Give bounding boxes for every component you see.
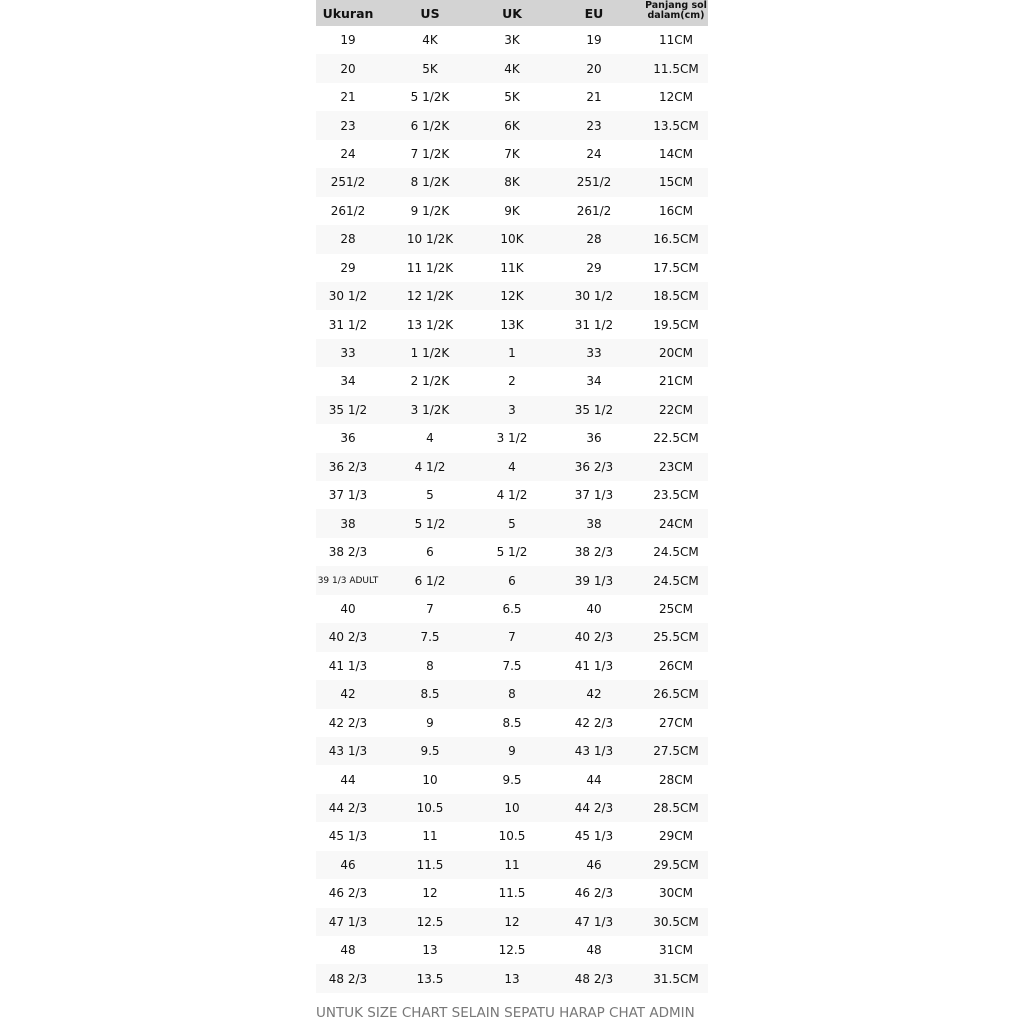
cell-us: 9 1/2K [410,203,450,218]
cell-ukuran: 44 2/3 [316,794,380,822]
table-row [316,538,708,566]
cell-us: 5K [380,54,480,82]
cell-eu: 47 1/3 [544,908,644,936]
cell-insole-length: 24.5CM [653,545,699,560]
table-row [316,794,708,822]
cell-insole-length: 30.5CM [644,908,708,936]
table-row [316,623,708,651]
cell-uk: 10 [480,794,544,822]
cell-ukuran: 21 [340,90,356,105]
cell-insole-length: 23CM [644,453,708,481]
cell-ukuran: 29 [340,260,356,275]
cell-uk: 5 [480,509,544,537]
cell-ukuran: 42 [316,680,380,708]
cell-us: 10 1/2K [380,225,480,253]
cell-us: 12.5 [380,908,480,936]
cell-ukuran: 44 [340,772,356,787]
cell-us: 2 1/2K [410,374,450,389]
cell-insole-length: 22CM [644,396,708,424]
cell-ukuran: 36 2/3 [316,453,380,481]
table-row [316,908,708,936]
cell-eu: 31 1/2 [574,317,614,332]
cell-us: 4 1/2 [380,453,480,481]
table-row [316,851,708,879]
cell-uk: 8K [480,168,544,196]
cell-us: 8 [426,658,434,673]
table-row [316,453,708,481]
cell-insole-length: 19.5CM [653,317,699,332]
cell-ukuran: 261/2 [330,203,366,218]
cell-eu: 41 1/3 [574,658,614,673]
cell-uk: 8 [480,680,544,708]
cell-eu: 29 [586,260,602,275]
cell-us: 8.5 [380,680,480,708]
cell-uk: 4 1/2 [496,488,528,503]
cell-insole-length: 21CM [658,374,693,389]
cell-ukuran: 251/2 [316,168,380,196]
cell-ukuran: 38 2/3 [328,545,368,560]
header-insole-length: Panjang sol dalam(cm) [644,0,708,26]
cell-ukuran: 20 [316,54,380,82]
cell-eu: 38 2/3 [574,545,614,560]
cell-ukuran: 39 1/3 ADULT [316,566,380,594]
cell-ukuran: 19 [340,33,356,48]
cell-us: 4 [426,431,434,446]
table-row [316,566,708,594]
cell-eu: 20 [544,54,644,82]
cell-insole-length: 29.5CM [644,851,708,879]
cell-insole-length: 26CM [658,658,693,673]
cell-uk: 1 [480,339,544,367]
cell-insole-length: 12CM [658,90,693,105]
cell-us: 13.5 [380,964,480,992]
cell-ukuran: 30 1/2 [316,282,380,310]
cell-us: 12 [422,886,438,901]
table-row [316,140,708,168]
cell-insole-length: 24.5CM [644,566,708,594]
cell-eu: 43 1/3 [544,737,644,765]
cell-insole-length: 13.5CM [644,111,708,139]
cell-uk: 5 1/2 [496,545,528,560]
cell-us: 6 [426,545,434,560]
cell-ukuran: 28 [316,225,380,253]
cell-insole-length: 27.5CM [644,737,708,765]
table-row [316,879,708,907]
cell-eu: 46 2/3 [574,886,614,901]
cell-ukuran: 45 1/3 [328,829,368,844]
cell-uk: 11K [500,260,524,275]
cell-eu: 34 [586,374,602,389]
cell-ukuran: 34 [340,374,356,389]
cell-insole-length: 17.5CM [653,260,699,275]
table-row [316,339,708,367]
cell-uk: 9 [480,737,544,765]
cell-uk: 12.5 [498,943,526,958]
cell-uk: 6K [480,111,544,139]
table-row [316,652,708,680]
cell-eu: 42 [544,680,644,708]
cell-eu: 251/2 [544,168,644,196]
cell-insole-length: 28.5CM [644,794,708,822]
cell-insole-length: 30CM [658,886,693,901]
table-row [316,310,708,338]
cell-ukuran: 46 2/3 [328,886,368,901]
cell-insole-length: 11.5CM [644,54,708,82]
cell-insole-length: 16.5CM [644,225,708,253]
cell-uk: 5K [504,90,520,105]
header-ukuran: Ukuran [316,0,380,26]
cell-us: 7.5 [380,623,480,651]
table-row [316,396,708,424]
table-row [316,83,708,111]
cell-eu: 36 2/3 [544,453,644,481]
cell-eu: 42 2/3 [574,715,614,730]
cell-eu: 46 [544,851,644,879]
cell-us: 3 1/2K [380,396,480,424]
table-row [316,737,708,765]
cell-uk: 11 [480,851,544,879]
table-row [316,481,708,509]
cell-insole-length: 15CM [644,168,708,196]
table-row [316,197,708,225]
table-row [316,254,708,282]
cell-us: 13 1/2K [406,317,454,332]
cell-uk: 4K [480,54,544,82]
cell-eu: 39 1/3 [544,566,644,594]
header-uk: UK [480,0,544,26]
cell-uk: 10.5 [498,829,526,844]
cell-us: 1 1/2K [380,339,480,367]
cell-uk: 12 [480,908,544,936]
cell-ukuran: 40 2/3 [316,623,380,651]
cell-eu: 35 1/2 [544,396,644,424]
cell-uk: 2 [508,374,516,389]
cell-uk: 13 [480,964,544,992]
cell-us: 7 1/2K [410,146,450,161]
cell-ukuran: 38 [316,509,380,537]
cell-us: 10 [422,772,438,787]
cell-us: 6 1/2 [380,566,480,594]
cell-us: 11 1/2K [406,260,454,275]
cell-us: 8 1/2K [380,168,480,196]
cell-eu: 23 [544,111,644,139]
cell-insole-length: 20CM [644,339,708,367]
cell-insole-length: 23.5CM [653,488,699,503]
cell-uk: 12K [480,282,544,310]
cell-eu: 48 2/3 [544,964,644,992]
size-chart-table [316,0,708,993]
cell-insole-length: 31CM [658,943,693,958]
cell-insole-length: 28CM [658,772,693,787]
cell-us: 7 [426,601,434,616]
table-row [316,936,708,964]
cell-insole-length: 31.5CM [644,964,708,992]
table-row [316,111,708,139]
cell-us: 11.5 [380,851,480,879]
table-row [316,595,708,623]
table-row [316,680,708,708]
table-row [316,282,708,310]
cell-insole-length: 25CM [658,601,693,616]
cell-us: 11 [422,829,438,844]
cell-insole-length: 25.5CM [644,623,708,651]
table-row [316,424,708,452]
cell-eu: 40 2/3 [544,623,644,651]
cell-us: 4K [422,33,438,48]
cell-uk: 6.5 [502,601,522,616]
cell-us: 6 1/2K [380,111,480,139]
cell-us: 10.5 [380,794,480,822]
cell-uk: 7 [480,623,544,651]
cell-us: 9.5 [380,737,480,765]
table-row [316,367,708,395]
cell-insole-length: 14CM [658,146,693,161]
cell-uk: 4 [480,453,544,481]
cell-ukuran: 36 [340,431,356,446]
cell-eu: 28 [544,225,644,253]
table-row [316,54,708,82]
cell-uk: 9.5 [502,772,522,787]
cell-eu: 30 1/2 [544,282,644,310]
cell-us: 9 [426,715,434,730]
cell-uk: 6 [480,566,544,594]
cell-ukuran: 24 [340,146,356,161]
cell-uk: 9K [504,203,520,218]
cell-uk: 3K [504,33,520,48]
table-row [316,964,708,992]
cell-eu: 44 2/3 [544,794,644,822]
cell-uk: 8.5 [502,715,522,730]
cell-insole-length: 11CM [658,33,693,48]
cell-insole-length: 22.5CM [653,431,699,446]
cell-us: 13 [422,943,438,958]
cell-uk: 7K [504,146,520,161]
cell-insole-length: 24CM [644,509,708,537]
cell-ukuran: 42 2/3 [328,715,368,730]
cell-ukuran: 33 [316,339,380,367]
cell-uk: 11.5 [498,886,526,901]
cell-uk: 13K [500,317,524,332]
cell-eu: 38 [544,509,644,537]
header-us: US [380,0,480,26]
cell-insole-length: 26.5CM [644,680,708,708]
cell-eu: 261/2 [576,203,612,218]
cell-us: 5 [426,488,434,503]
table-row [316,168,708,196]
footer-note: UNTUK SIZE CHART SELAIN SEPATU HARAP CHAT ADMIN [316,1005,695,1021]
table-body [316,26,708,993]
cell-uk: 10K [480,225,544,253]
cell-ukuran: 23 [316,111,380,139]
cell-ukuran: 43 1/3 [316,737,380,765]
header-eu: EU [544,0,644,26]
cell-eu: 44 [586,772,602,787]
cell-ukuran: 37 1/3 [328,488,368,503]
cell-ukuran: 48 [340,943,356,958]
cell-eu: 19 [586,33,602,48]
table-row [316,709,708,737]
table-row [316,26,708,54]
cell-us: 5 1/2K [410,90,450,105]
table-row [316,509,708,537]
cell-us: 5 1/2 [380,509,480,537]
cell-eu: 48 [586,943,602,958]
cell-ukuran: 40 [340,601,356,616]
cell-ukuran: 48 2/3 [316,964,380,992]
table-header-row [316,0,708,26]
cell-uk: 3 [480,396,544,424]
cell-insole-length: 18.5CM [644,282,708,310]
cell-eu: 45 1/3 [574,829,614,844]
cell-ukuran: 47 1/3 [316,908,380,936]
cell-insole-length: 27CM [658,715,693,730]
table-row [316,225,708,253]
table-row [316,765,708,793]
cell-eu: 33 [544,339,644,367]
cell-us: 12 1/2K [380,282,480,310]
cell-insole-length: 29CM [658,829,693,844]
cell-uk: 3 1/2 [496,431,528,446]
cell-uk: 7.5 [502,658,522,673]
cell-eu: 21 [586,90,602,105]
table-row [316,822,708,850]
cell-ukuran: 46 [316,851,380,879]
cell-eu: 24 [586,146,602,161]
cell-insole-length: 16CM [658,203,693,218]
cell-ukuran: 31 1/2 [328,317,368,332]
cell-ukuran: 35 1/2 [316,396,380,424]
cell-eu: 36 [586,431,602,446]
cell-ukuran: 41 1/3 [328,658,368,673]
cell-eu: 40 [586,601,602,616]
cell-eu: 37 1/3 [574,488,614,503]
